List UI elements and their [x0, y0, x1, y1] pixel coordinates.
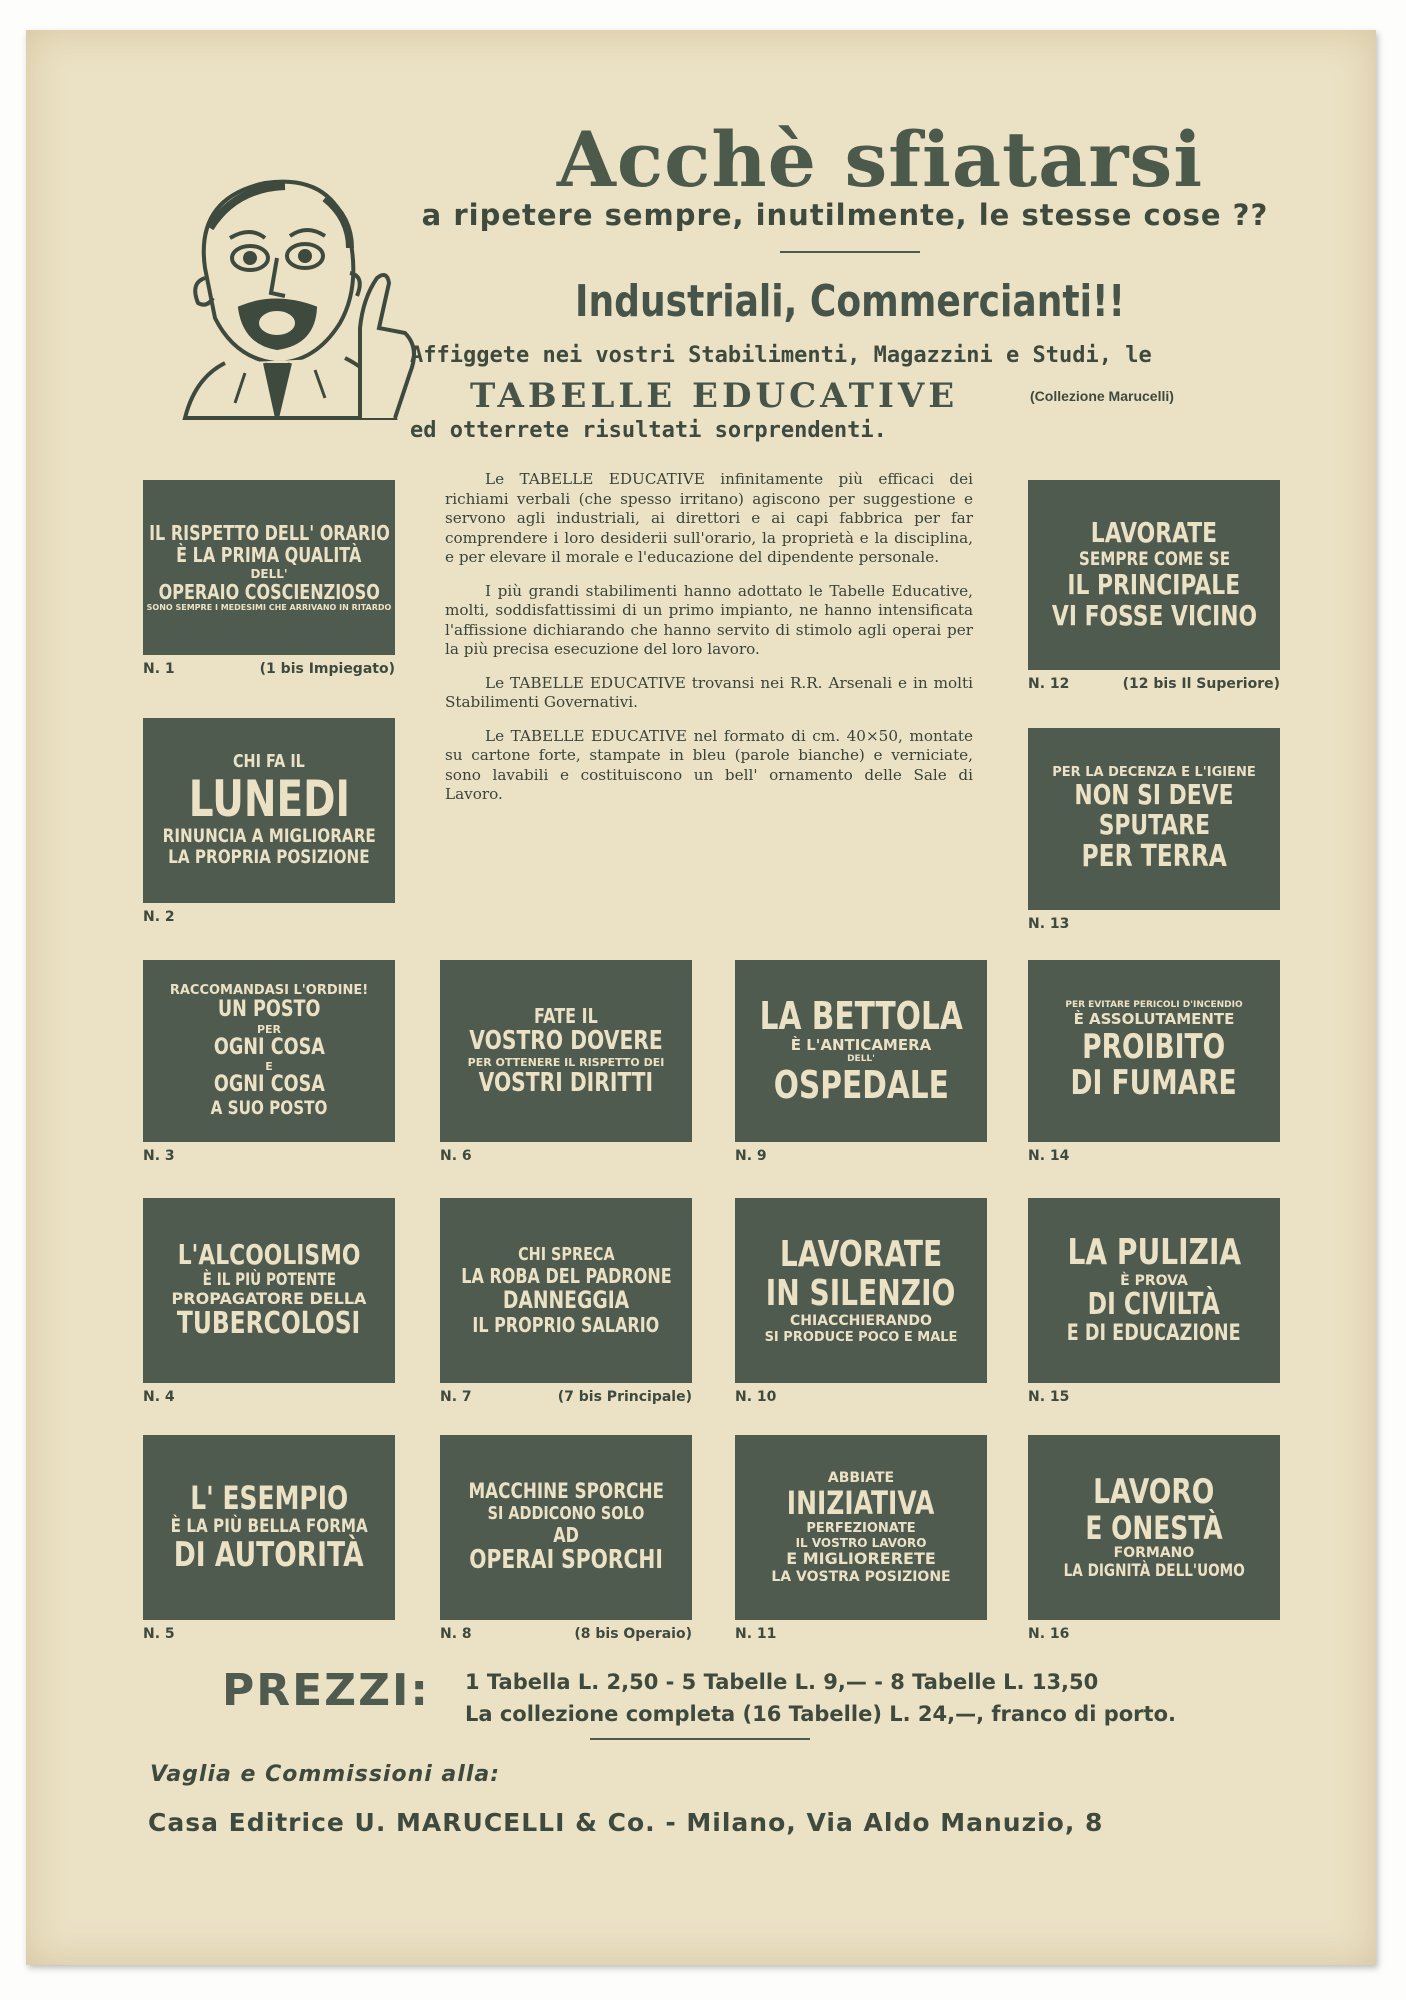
tabella-line: RINUNCIA A MIGLIORARE: [162, 824, 376, 847]
tabella-line: DELL': [847, 1054, 875, 1065]
tabella-number: N. 12: [1028, 676, 1070, 692]
tabella-11: [735, 1435, 987, 1620]
price-line-1: 1 Tabella L. 2,50 - 5 Tabelle L. 9,— - 8 Tabelle L. 13,50: [465, 1670, 1099, 1694]
tabella-line: LAVORO: [1093, 1472, 1215, 1513]
tabella-10: [735, 1198, 987, 1383]
tabella-line: DI FUMARE: [1070, 1063, 1238, 1104]
tabella-number: N. 6: [440, 1148, 472, 1164]
tabella-note: (12 bis Il Superiore): [1122, 676, 1280, 692]
tabella-number: N. 10: [735, 1389, 777, 1405]
tabella-caption: [735, 1626, 987, 1642]
tabella-line: E DI EDUCAZIONE: [1067, 1321, 1241, 1347]
tabella-line: LA PROPRIA POSIZIONE: [168, 846, 370, 869]
tabella-number: N. 11: [735, 1626, 777, 1642]
tabella-14: [1028, 960, 1280, 1142]
tabella-7: [440, 1198, 692, 1383]
tabella-line: FORMANO: [1113, 1545, 1195, 1562]
tabella-line: PERFEZIONATE: [806, 1520, 916, 1536]
tabella-line: IL PRINCIPALE: [1067, 568, 1241, 602]
prezzi-label: PREZZI:: [222, 1665, 430, 1716]
tabella-line: CHIACCHIERANDO: [790, 1313, 932, 1330]
tabella-line: LA BETTOLA: [759, 994, 963, 1039]
tabella-line: CHI FA IL: [233, 751, 305, 773]
tabella-number: N. 13: [1028, 916, 1070, 932]
tabella-line: LA PULIZIA: [1067, 1232, 1241, 1274]
tabella-number: N. 7: [440, 1389, 472, 1405]
tabella-line: NON SI DEVE: [1074, 777, 1234, 811]
tabella-line: UN POSTO: [217, 997, 321, 1023]
tabella-line: PER LA DECENZA E L'IGIENE: [1052, 764, 1256, 780]
tabella-13: [1028, 728, 1280, 910]
tabella-number: N. 3: [143, 1148, 175, 1164]
tabella-line: TUBERCOLOSI: [177, 1306, 361, 1342]
tabella-number: N. 14: [1028, 1148, 1070, 1164]
tabella-line: E ONESTÀ: [1085, 1508, 1223, 1547]
poster-title: Acchè sfiatarsi: [556, 115, 1204, 204]
body-paragraph-1: Le TABELLE EDUCATIVE infinitamente più efficaci dei richiami verbali (che spesso irritano) agiscono per suggestione e servono agli industriali, ai direttori e ai capi fabbrica per far comprendere i loro desiderii sull'orario, la proprietà e la disciplina, e per elevare il morale e l'educazione del dipendente personale.: [445, 470, 973, 566]
vaglia-commissioni: Vaglia e Commissioni alla:: [150, 1762, 501, 1787]
tabella-6: [440, 960, 692, 1142]
tabella-line: SI PRODUCE POCO E MALE: [764, 1329, 958, 1345]
tabella-number: N. 9: [735, 1148, 767, 1164]
tabella-caption: [440, 1389, 692, 1405]
tabella-line: È PROVA: [1120, 1273, 1188, 1290]
tabella-line: PER OTTENERE IL RISPETTO DEI: [467, 1055, 665, 1069]
tabella-caption: [735, 1389, 987, 1405]
tabella-line: SONO SEMPRE I MEDESIMI CHE ARRIVANO IN RITARDO: [146, 603, 392, 613]
tabella-line: INIZIATIVA: [787, 1484, 935, 1523]
tabella-line: IN SILENZIO: [766, 1272, 956, 1314]
tabella-caption: [143, 661, 395, 677]
tabella-line: L'ALCOOLISMO: [177, 1238, 361, 1272]
tabella-number: N. 16: [1028, 1626, 1070, 1642]
tabella-line: SPUTARE: [1098, 808, 1210, 842]
tabella-line: E MIGLIORERETE: [786, 1549, 936, 1569]
intro-risultati: ed otterrete risultati sorprendenti.: [410, 418, 887, 443]
tabella-line: E: [265, 1060, 273, 1074]
tabella-caption: [1028, 1148, 1280, 1164]
tabella-caption: [143, 1389, 395, 1405]
tabella-line: OSPEDALE: [773, 1063, 949, 1108]
intro-tabelle-educative: TABELLE EDUCATIVE: [470, 376, 959, 416]
headline-industriali: Industriali, Commercianti!!: [575, 276, 1125, 327]
divider-rule: [780, 251, 920, 253]
tabella-line: LUNEDI: [188, 769, 350, 828]
tabella-number: N. 2: [143, 909, 175, 925]
tabella-line: A SUO POSTO: [210, 1096, 328, 1119]
tabella-line: PROIBITO: [1082, 1026, 1226, 1067]
tabella-line: OPERAIO COSCIENZIOSO: [158, 579, 380, 604]
tabella-16: [1028, 1435, 1280, 1620]
tabella-line: DI AUTORITÀ: [174, 1535, 364, 1576]
tabella-2: [143, 718, 395, 903]
tabella-note: (1 bis Impiegato): [259, 661, 395, 677]
tabella-number: N. 4: [143, 1389, 175, 1405]
tabella-caption: [440, 1626, 692, 1642]
tabella-line: FATE IL: [534, 1003, 598, 1028]
tabella-line: DANNEGGIA: [502, 1286, 630, 1315]
tabella-caption: [143, 1148, 395, 1164]
tabella-line: È IL PIÙ POTENTE: [202, 1269, 336, 1290]
tabella-line: LAVORATE: [1090, 516, 1218, 550]
tabella-3: [143, 960, 395, 1142]
tabella-line: SEMPRE COME SE: [1078, 548, 1230, 571]
tabella-number: N. 8: [440, 1626, 472, 1642]
tabella-8: [440, 1435, 692, 1620]
tabella-line: IL VOSTRO LAVORO: [795, 1536, 927, 1551]
tabella-5: [143, 1435, 395, 1620]
tabella-number: N. 1: [143, 661, 175, 677]
orator-caricature-illustration: [165, 158, 435, 423]
tabella-12: [1028, 480, 1280, 670]
tabella-line: VI FOSSE VICINO: [1051, 598, 1257, 632]
divider-rule: [590, 1738, 810, 1740]
tabella-line: OGNI COSA: [213, 1034, 325, 1060]
tabella-line: È ASSOLUTAMENTE: [1073, 1010, 1235, 1029]
body-paragraph-3: Le TABELLE EDUCATIVE trovansi nei R.R. Arsenali e in molti Stabilimenti Governativi.: [445, 673, 973, 711]
tabella-line: LAVORATE: [779, 1234, 943, 1276]
tabella-caption: [143, 909, 395, 925]
body-paragraph-2: I più grandi stabilimenti hanno adottato le Tabelle Educative, molti, soddisfattissimi di un primo impianto, ne hanno intensificata l'affissione dichiarando che hanno servito di stimolo agli operai per la più precisa esecuzione del loro lavoro.: [445, 581, 973, 658]
tabella-9: [735, 960, 987, 1142]
tabella-caption: [735, 1148, 987, 1164]
tabella-line: PER TERRA: [1081, 838, 1227, 874]
tabella-line: LA ROBA DEL PADRONE: [460, 1264, 672, 1289]
tabella-caption: [440, 1148, 692, 1164]
tabella-line: AD: [553, 1522, 579, 1547]
tabella-caption: [143, 1626, 395, 1642]
tabella-caption: [1028, 676, 1280, 692]
price-line-2: La collezione completa (16 Tabelle) L. 24,—, franco di porto.: [465, 1702, 1176, 1726]
tabella-4: [143, 1198, 395, 1383]
tabella-line: VOSTRI DIRITTI: [478, 1067, 654, 1098]
tabella-caption: [1028, 1626, 1280, 1642]
tabella-line: IL RISPETTO DELL' ORARIO: [148, 520, 390, 545]
tabella-caption: [1028, 916, 1280, 932]
tabella-line: CHI SPRECA: [517, 1243, 615, 1265]
tabella-line: PER EVITARE PERICOLI D'INCENDIO: [1065, 1000, 1243, 1011]
tabella-line: ABBIATE: [827, 1470, 895, 1487]
tabella-line: È LA PIÙ BELLA FORMA: [170, 1514, 368, 1537]
tabella-line: LA DIGNITÀ DELL'UOMO: [1063, 1560, 1245, 1581]
intro-collezione: (Collezione Marucelli): [1030, 388, 1174, 404]
tabella-line: DELL': [250, 566, 288, 581]
intro-line: Affiggete nei vostri Stabilimenti, Magazzini e Studi, le: [410, 343, 1152, 368]
tabella-line: PROPAGATORE DELLA: [171, 1288, 367, 1308]
tabella-line: RACCOMANDASI L'ORDINE!: [169, 982, 369, 998]
tabella-line: SI ADDICONO SOLO: [487, 1502, 645, 1524]
tabella-line: MACCHINE SPORCHE: [468, 1479, 664, 1504]
tabella-line: DI CIVILTÀ: [1087, 1287, 1221, 1323]
tabella-15: [1028, 1198, 1280, 1383]
tabella-line: OGNI COSA: [213, 1072, 325, 1098]
tabella-line: È L'ANTICAMERA: [790, 1035, 932, 1054]
tabella-line: PER: [256, 1022, 282, 1036]
tabella-line: L' ESEMPIO: [190, 1479, 348, 1518]
tabella-line: LA VOSTRA POSIZIONE: [771, 1568, 951, 1585]
body-paragraph-4: Le TABELLE EDUCATIVE nel formato di cm. 40×50, montate su cartone forte, stampate in bleu (parole bianche) e verniciate, sono lavabili e costituiscono un bell' ornamento delle Sale di Lavoro.: [445, 726, 973, 803]
poster-subtitle: a ripetere sempre, inutilmente, le stesse cose ??: [421, 198, 1269, 232]
tabella-line: È LA PRIMA QUALITÀ: [176, 543, 362, 568]
tabella-number: N. 5: [143, 1626, 175, 1642]
tabella-caption: [1028, 1389, 1280, 1405]
tabella-1: [143, 480, 395, 655]
tabella-line: OPERAI SPORCHI: [469, 1545, 663, 1576]
body-text-column: [445, 470, 973, 819]
tabella-note: (7 bis Principale): [557, 1389, 692, 1405]
tabella-note: (8 bis Operaio): [574, 1626, 692, 1642]
tabella-line: VOSTRO DOVERE: [469, 1026, 663, 1057]
publisher-address: Casa Editrice U. MARUCELLI & Co. - Milano, Via Aldo Manuzio, 8: [148, 1808, 1104, 1837]
tabella-number: N. 15: [1028, 1389, 1070, 1405]
tabella-line: IL PROPRIO SALARIO: [472, 1312, 660, 1337]
